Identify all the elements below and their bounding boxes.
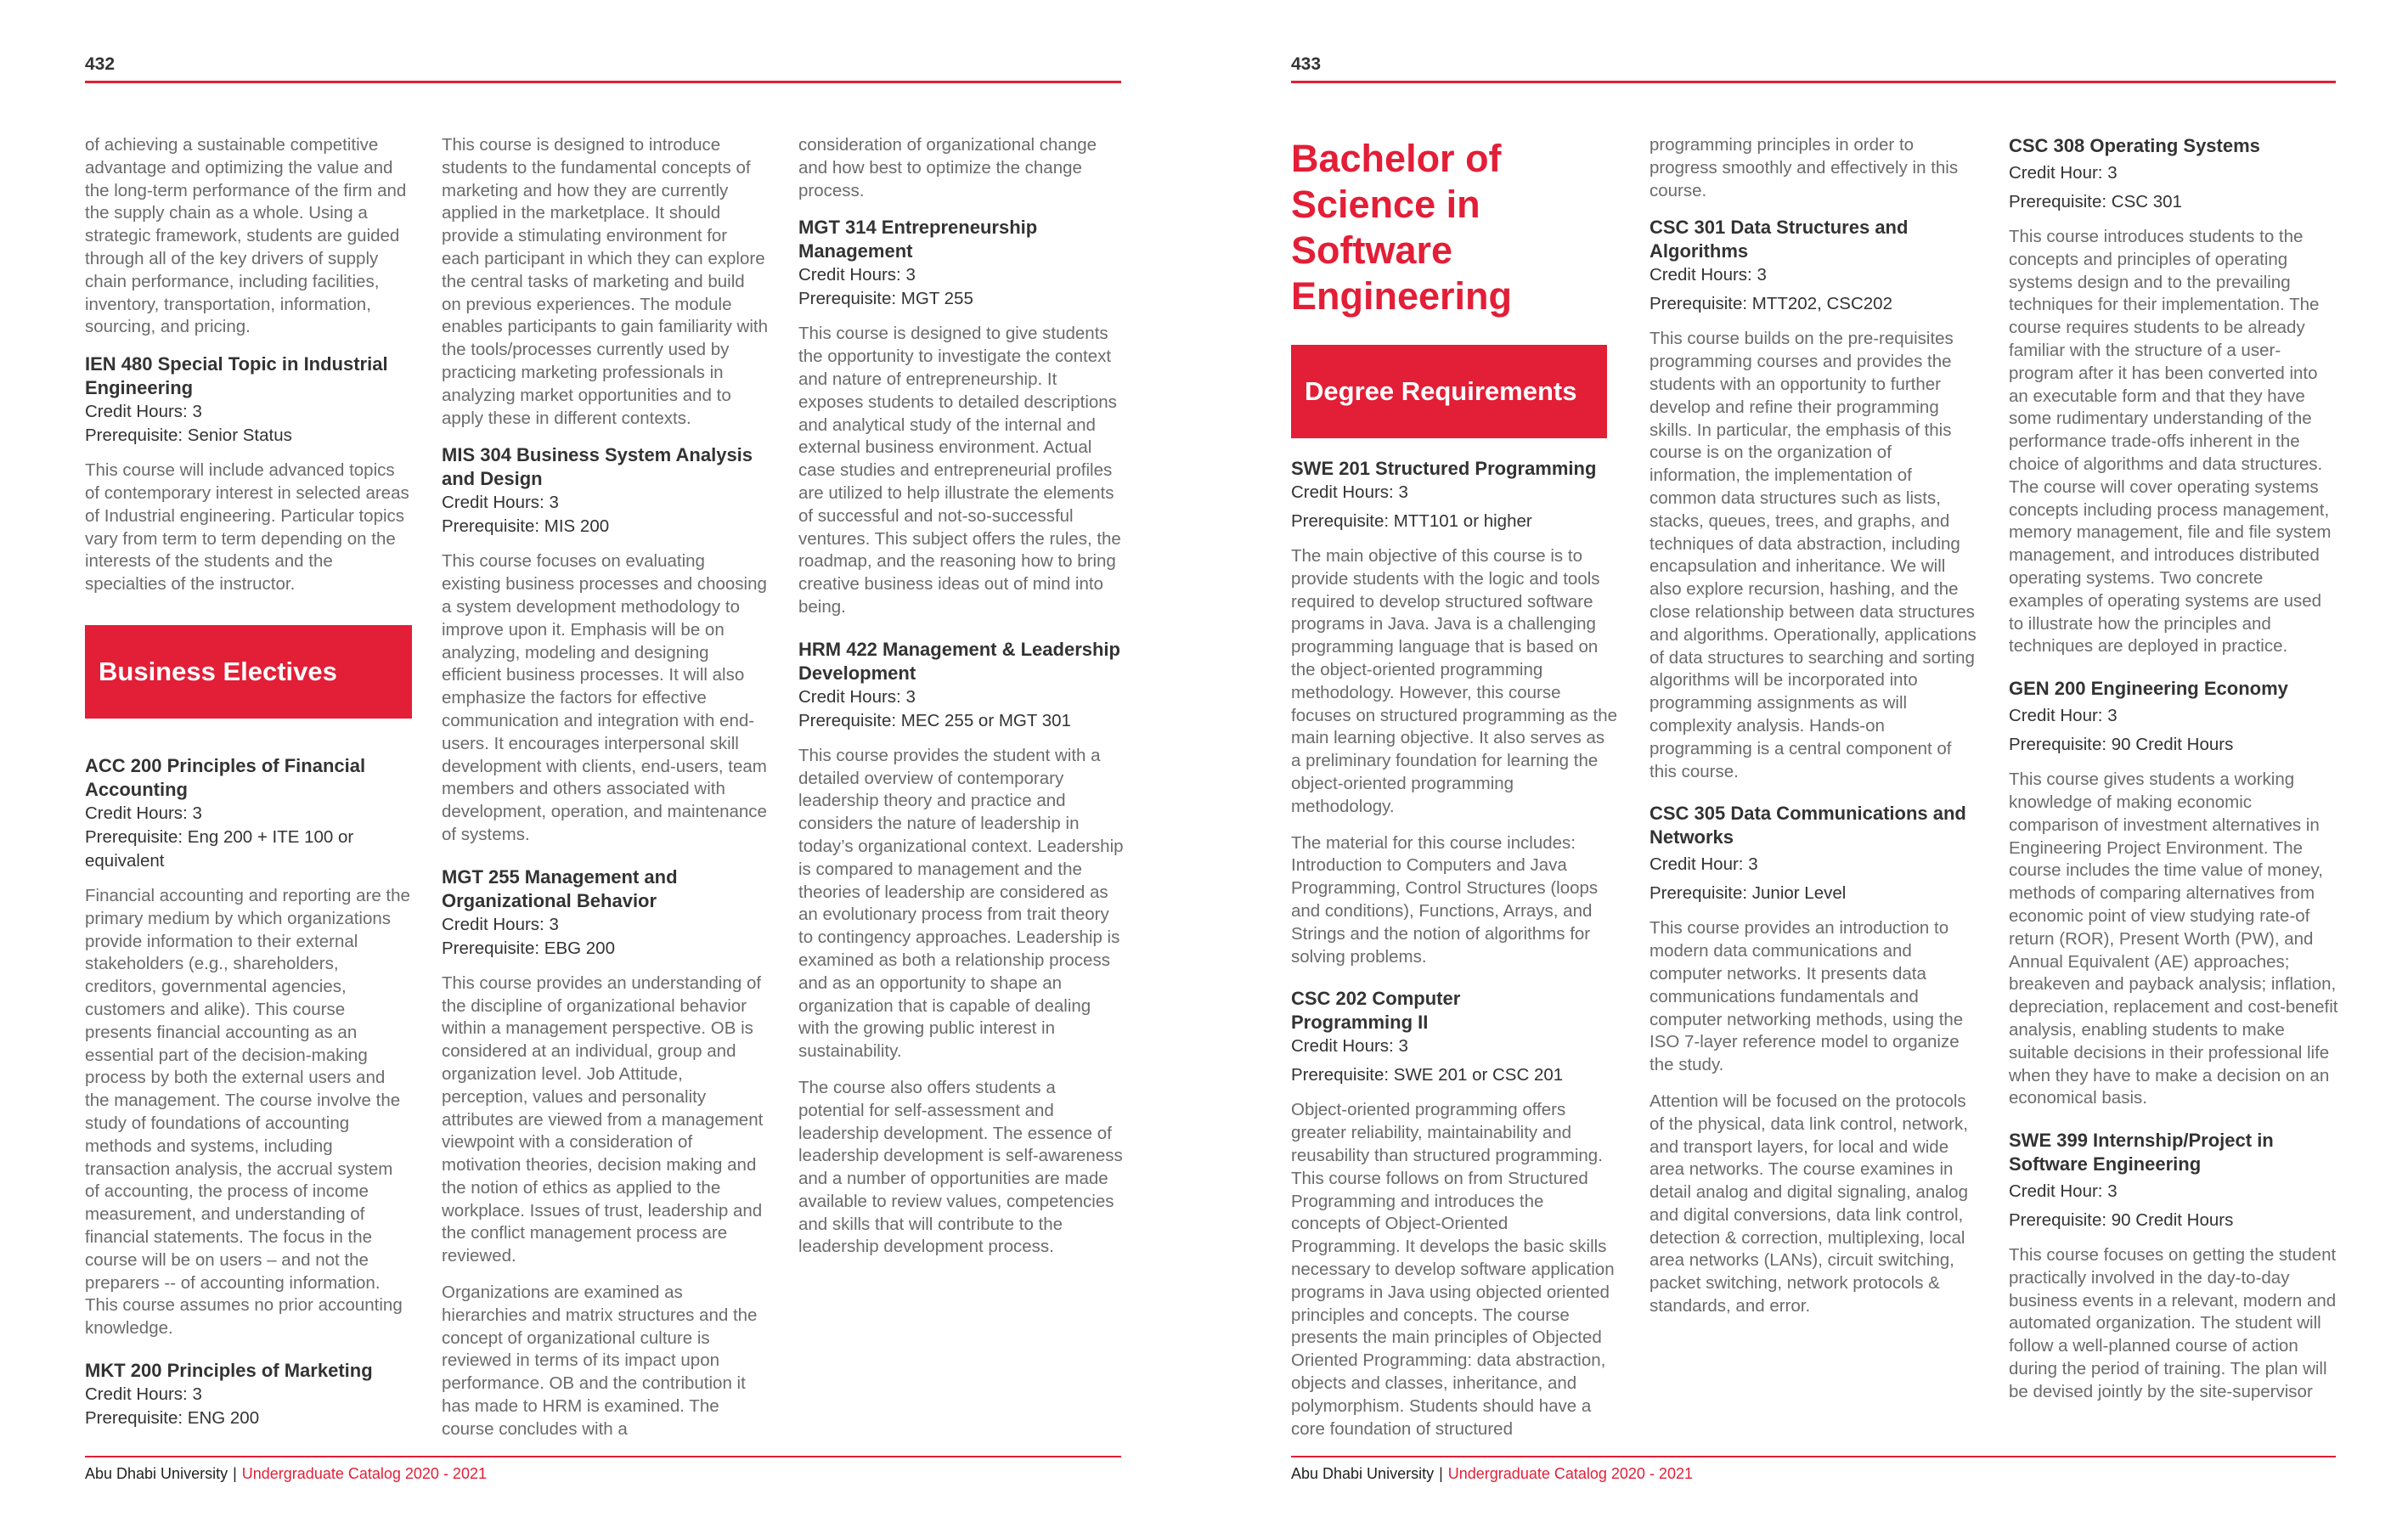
course-swe201	[1291, 457, 1618, 968]
course-description: This course gives students a working knowledge of making economic comparison of investment alternatives in Engineering Project Environment. The course includes the time value of money, methods of comparing alternatives from economic point of view studying rate-of return (ROR), Present Worth (PW), and Annual Equivalent (AE) approaches; breakeven and payback analysis; inflation, depreciation, replacement and cost-benefit analysis, enabling students to make suitable decisions in their professional life when they have to make a decision on an economical basis.	[2009, 770, 2338, 1108]
credit-hours: Credit Hour: 3	[2009, 1181, 2118, 1202]
course-description: Object-oriented programming offers greater reliability, maintainability and reusability than structured programming. This course follows on from Structured Programming and introduces the concepts of Object-Oriented Programming. It develops the basic skills necessary to develop software application programs in Java using objected oriented principles and concepts. The course presents the main principles of Objected Oriented Programming: data abstraction, objects and classes, inheritance, and polymorphism. Students should have a core foundation of structured	[1291, 1100, 1615, 1439]
prerequisite: Prerequisite: MTT101 or higher	[1291, 511, 1532, 531]
bottom-rule	[1291, 1456, 2336, 1457]
prerequisite: Prerequisite: MIS 200	[442, 516, 610, 537]
course-acc200	[85, 754, 412, 1340]
credit-hours: Credit Hours: 3	[1291, 482, 1408, 502]
course-csc305	[1650, 802, 1981, 1318]
course-title: MKT 200 Principles of Marketing	[85, 1359, 373, 1381]
credit-hours: Credit Hours: 3	[798, 265, 916, 285]
credit-hours: Credit Hour: 3	[2009, 163, 2118, 183]
page-number: 432	[85, 54, 116, 74]
prerequisite: Prerequisite: Senior Status	[85, 426, 292, 446]
right-column-3	[2009, 134, 2340, 1423]
course-title: SWE 201 Structured Programming	[1291, 458, 1597, 479]
course-title: MIS 304 Business System Analysis and Design	[442, 444, 753, 490]
right-column-1	[1291, 136, 1618, 1459]
course-title: SWE 399 Internship/Project in Software Engineering	[2009, 1130, 2274, 1175]
prerequisite: Prerequisite: MGT 255	[798, 289, 973, 309]
bottom-rule	[85, 1456, 1121, 1457]
course-description: This course provides an introduction to modern data communications and computer networks. It presents data communications fundamentals and computer networking methods, using the ISO 7-layer reference model to organize the study.	[1650, 918, 1964, 1075]
course-title: CSC 305 Data Communications and Networks	[1650, 803, 1966, 848]
credit-hours: Credit Hour: 3	[1650, 854, 1758, 875]
paragraph: consideration of organizational change and how best to optimize the change process.	[798, 135, 1097, 200]
course-gen200	[2009, 677, 2340, 1110]
course-description: This course will include advanced topics of contemporary interest in selected areas of Industrial engineering. Particular topics vary from term to term depending on the interests of the students and the specialties of the instructor.	[85, 460, 409, 595]
credit-hours: Credit Hours: 3	[442, 914, 559, 934]
left-page	[0, 0, 1198, 1539]
footer-university: Abu Dhabi University	[85, 1465, 228, 1482]
course-ien480	[85, 352, 412, 596]
prerequisite: Prerequisite: 90 Credit Hours	[2009, 735, 2234, 755]
course-title: MGT 255 Management and Organizational Behavior	[442, 865, 678, 911]
course-description: The course also offers students a potential for self-assessment and leadership development. The essence of leadership development is self-awareness and a number of opportunities are made available to review values, competencies and skills that will contribute to the leadership development process.	[798, 1077, 1123, 1257]
course-description: This course introduces students to the concepts and principles of operating systems design and to the prevailing techniques for their implementation. The course requires students to be already familiar with the structure of a user-program after it has been converted into an executable form and that they have some rudimentary understanding of the performance trade-offs inherent in the choice of algorithms and data structures. The course will cover operating systems concepts including process management, memory management, file and file system management, and introduces distributed operating systems. Two concrete examples of operating systems are used to illustrate how the principles and techniques are deployed in practice.	[2009, 227, 2332, 657]
footer-catalog: Undergraduate Catalog 2020 - 2021	[1447, 1465, 1693, 1482]
prerequisite: Prerequisite: MEC 255 or MGT 301	[798, 710, 1071, 730]
paragraph: programming principles in order to progress smoothly and effectively in this course.	[1650, 135, 1959, 200]
prerequisite: Prerequisite: Eng 200 + ITE 100 or equivalent	[85, 826, 354, 871]
footer-separator: |	[233, 1465, 237, 1482]
course-description: This course provides the student with a detailed overview of contemporary leadership theory and practice and considers the nature of leadership in today’s organizational context. Leadership is compared to management and the theories of leadership are considered as an evolutionary process from trait theory to contingency approaches. Leadership is examined as both a relationship process and as an opportunity to shape an organization that is capable of dealing with the growing public interest in sustainability.	[798, 745, 1124, 1062]
footer-catalog: Undergraduate Catalog 2020 - 2021	[241, 1465, 487, 1482]
course-description: This course is designed to give students the opportunity to investigate the context and nature of entrepreneurship. It exposes students to detailed descriptions and analytical study of the internal and external business environment. Actual case studies and entrepreneurial profiles are utilized to help illustrate the elements of successful and not-so-successful ventures. This subject offers the rules, the roadmap, and the reasoning how to bring creative business ideas out of mind into being.	[798, 324, 1121, 617]
left-column-3	[798, 134, 1125, 1277]
course-swe399	[2009, 1129, 2340, 1404]
course-description: Attention will be focused on the protocols of the physical, data link control, network, and transport layers, for local and wide area networks. The course examines in detail analog and digital signaling, analog and digital conversions, data link control, detection & correction, multiplexing, local area networks (LANs), circuit switching, packet switching, network protocols & standards, and error.	[1650, 1091, 1968, 1316]
prerequisite: Prerequisite: Junior Level	[1650, 883, 1847, 904]
left-column-1	[85, 134, 412, 1449]
credit-hours: Credit Hours: 3	[1291, 1036, 1408, 1057]
paragraph: This course is designed to introduce students to the fundamental concepts of marketing and how they are currently applied in the marketplace. It should provide a stimulating environment for each participant in which they can explore the central tasks of marketing and build on previous experiences. The module enables participants to gain familiarity with the tools/processes currently used by practicing marketing professionals in analyzing market opportunities and to apply these in different contexts.	[442, 135, 768, 428]
course-description: This course provides an understanding of the discipline of organizational behavior within a management perspective. OB is considered at an individual, group and organization level. Job Attitude, perception, values and personality attributes are viewed from a management viewpoint with a consideration of motivation theories, decision making and the notion of ethics as applied to the workplace. Issues of trust, leadership and the conflict management process are reviewed.	[442, 972, 764, 1266]
page-footer	[85, 1465, 487, 1483]
course-description: The material for this course includes: Introduction to Computers and Java Programming, Control Structures (loops and conditions), Functions, Arrays, and Strings and the notion of algorithms for solving problems.	[1291, 832, 1599, 967]
credit-hours: Credit Hours: 3	[1650, 265, 1767, 285]
course-mgt314	[798, 216, 1125, 618]
course-title: CSC 202 Computer Programming II	[1291, 988, 1461, 1034]
page-footer	[1291, 1465, 1693, 1483]
credit-hours: Credit Hours: 3	[85, 1384, 202, 1404]
course-csc308	[2009, 134, 2340, 658]
course-description: This course focuses on evaluating existing business processes and choosing a system development methodology to improve upon it. Emphasis will be on analyzing, modeling and designing efficient business processes. It will also emphasize the factors for effective communication and integration with end-users. It encourages interpersonal skill development with clients, end-users, team members and others associated with development, operation, and maintenance of systems.	[442, 551, 767, 844]
course-mkt200	[85, 1359, 412, 1430]
course-csc301	[1650, 216, 1981, 783]
course-description: The main objective of this course is to provide students with the logic and tools required to develop structured software programs in Java. Java is a challenging programming language that is based on the object-oriented programming methodology. However, this course focuses on structured programming as the main learning objective. It also serves as a preliminary foundation for learning the object-oriented programming methodology.	[1291, 546, 1617, 816]
course-csc202	[1291, 987, 1618, 1440]
prerequisite: Prerequisite: MTT202, CSC202	[1650, 294, 1892, 314]
page-number: 433	[1291, 54, 1322, 74]
footer-separator: |	[1439, 1465, 1443, 1482]
prerequisite: Prerequisite: ENG 200	[85, 1407, 260, 1428]
course-title: MGT 314 Entrepreneurship Management	[798, 217, 1038, 262]
section-header-degree-requirements: Degree Requirements	[1291, 345, 1607, 438]
right-column-2	[1650, 134, 1981, 1337]
course-title: IEN 480 Special Topic in Industrial Engineering	[85, 353, 388, 399]
course-description: This course builds on the pre-requisites programming courses and provides the students with an opportunity to further develop and refine their programming skills. In particular, the emphasis of this course is on the organization of information, the implementation of common data structures such as lists, stacks, queues, trees, and graphs, and techniques of data abstraction, including encapsulation and inheritance. We will also explore recursion, hashing, and the close relationship between data structures and algorithms. Operationally, applications of data structures to searching and sorting algorithms will be incorporated into programming assignments as will complexity analysis. Hands-on programming is a central component of this course.	[1650, 329, 1977, 781]
program-title: Bachelor of Science in Software Engineering	[1291, 137, 1513, 318]
top-rule	[85, 81, 1121, 83]
prerequisite: Prerequisite: CSC 301	[2009, 192, 2182, 211]
course-title: GEN 200 Engineering Economy	[2009, 678, 2288, 700]
course-title: HRM 422 Management & Leadership Development	[798, 638, 1120, 684]
paragraph: of achieving a sustainable competitive advantage and optimizing the value and the long-term performance of the firm and the supply chain as a whole. Using a strategic framework, students are guided through all of the key drivers of supply chain performance, including facilities, inventory, transportation, information, sourcing, and pricing.	[85, 135, 407, 337]
course-mgt255	[442, 865, 769, 1441]
credit-hours: Credit Hours: 3	[442, 493, 559, 513]
course-hrm422	[798, 638, 1125, 1260]
credit-hours: Credit Hours: 3	[798, 686, 916, 707]
course-description: Financial accounting and reporting are the primary medium by which organizations provide information to their external stakeholders (e.g., shareholders, creditors, governmental agencies, customers and alike). This course presents financial accounting as an essential part of the decision-making process by both the external users and the management. The course involve the study of foundations of accounting methods and systems, including transaction analysis, the accrual system of accounting, the process of income measurement, and understanding of financial statements. The focus in the course will be on users – and not the preparers -- of accounting information. This course assumes no prior accounting knowledge.	[85, 885, 410, 1339]
prerequisite: Prerequisite: EBG 200	[442, 938, 615, 958]
top-rule	[1291, 81, 2336, 83]
course-mis304	[442, 443, 769, 846]
prerequisite: Prerequisite: SWE 201 or CSC 201	[1291, 1065, 1564, 1085]
footer-university: Abu Dhabi University	[1291, 1465, 1435, 1482]
course-title: ACC 200 Principles of Financial Accounting	[85, 754, 366, 800]
course-description: Organizations are examined as hierarchies and matrix structures and the concept of organizational culture is reviewed in terms of its impact upon performance. OB and the contribution it has made to HRM is examined. The course concludes with a	[442, 1282, 758, 1439]
credit-hours: Credit Hour: 3	[2009, 706, 2118, 726]
right-page	[1206, 0, 2408, 1539]
course-title: CSC 301 Data Structures and Algorithms	[1650, 217, 1909, 262]
course-description: This course focuses on getting the student practically involved in the day-to-day business events in a relevant, modern and automated organization. The student will follow a well-planned course of action during the period of training. The plan will be devised jointly by the site-supervisor	[2009, 1245, 2337, 1401]
credit-hours: Credit Hours: 3	[85, 402, 202, 422]
prerequisite: Prerequisite: 90 Credit Hours	[2009, 1210, 2234, 1231]
section-header-business-electives: Business Electives	[85, 625, 412, 719]
left-column-2	[442, 134, 769, 1460]
course-title: CSC 308 Operating Systems	[2009, 135, 2260, 156]
credit-hours: Credit Hours: 3	[85, 803, 202, 823]
